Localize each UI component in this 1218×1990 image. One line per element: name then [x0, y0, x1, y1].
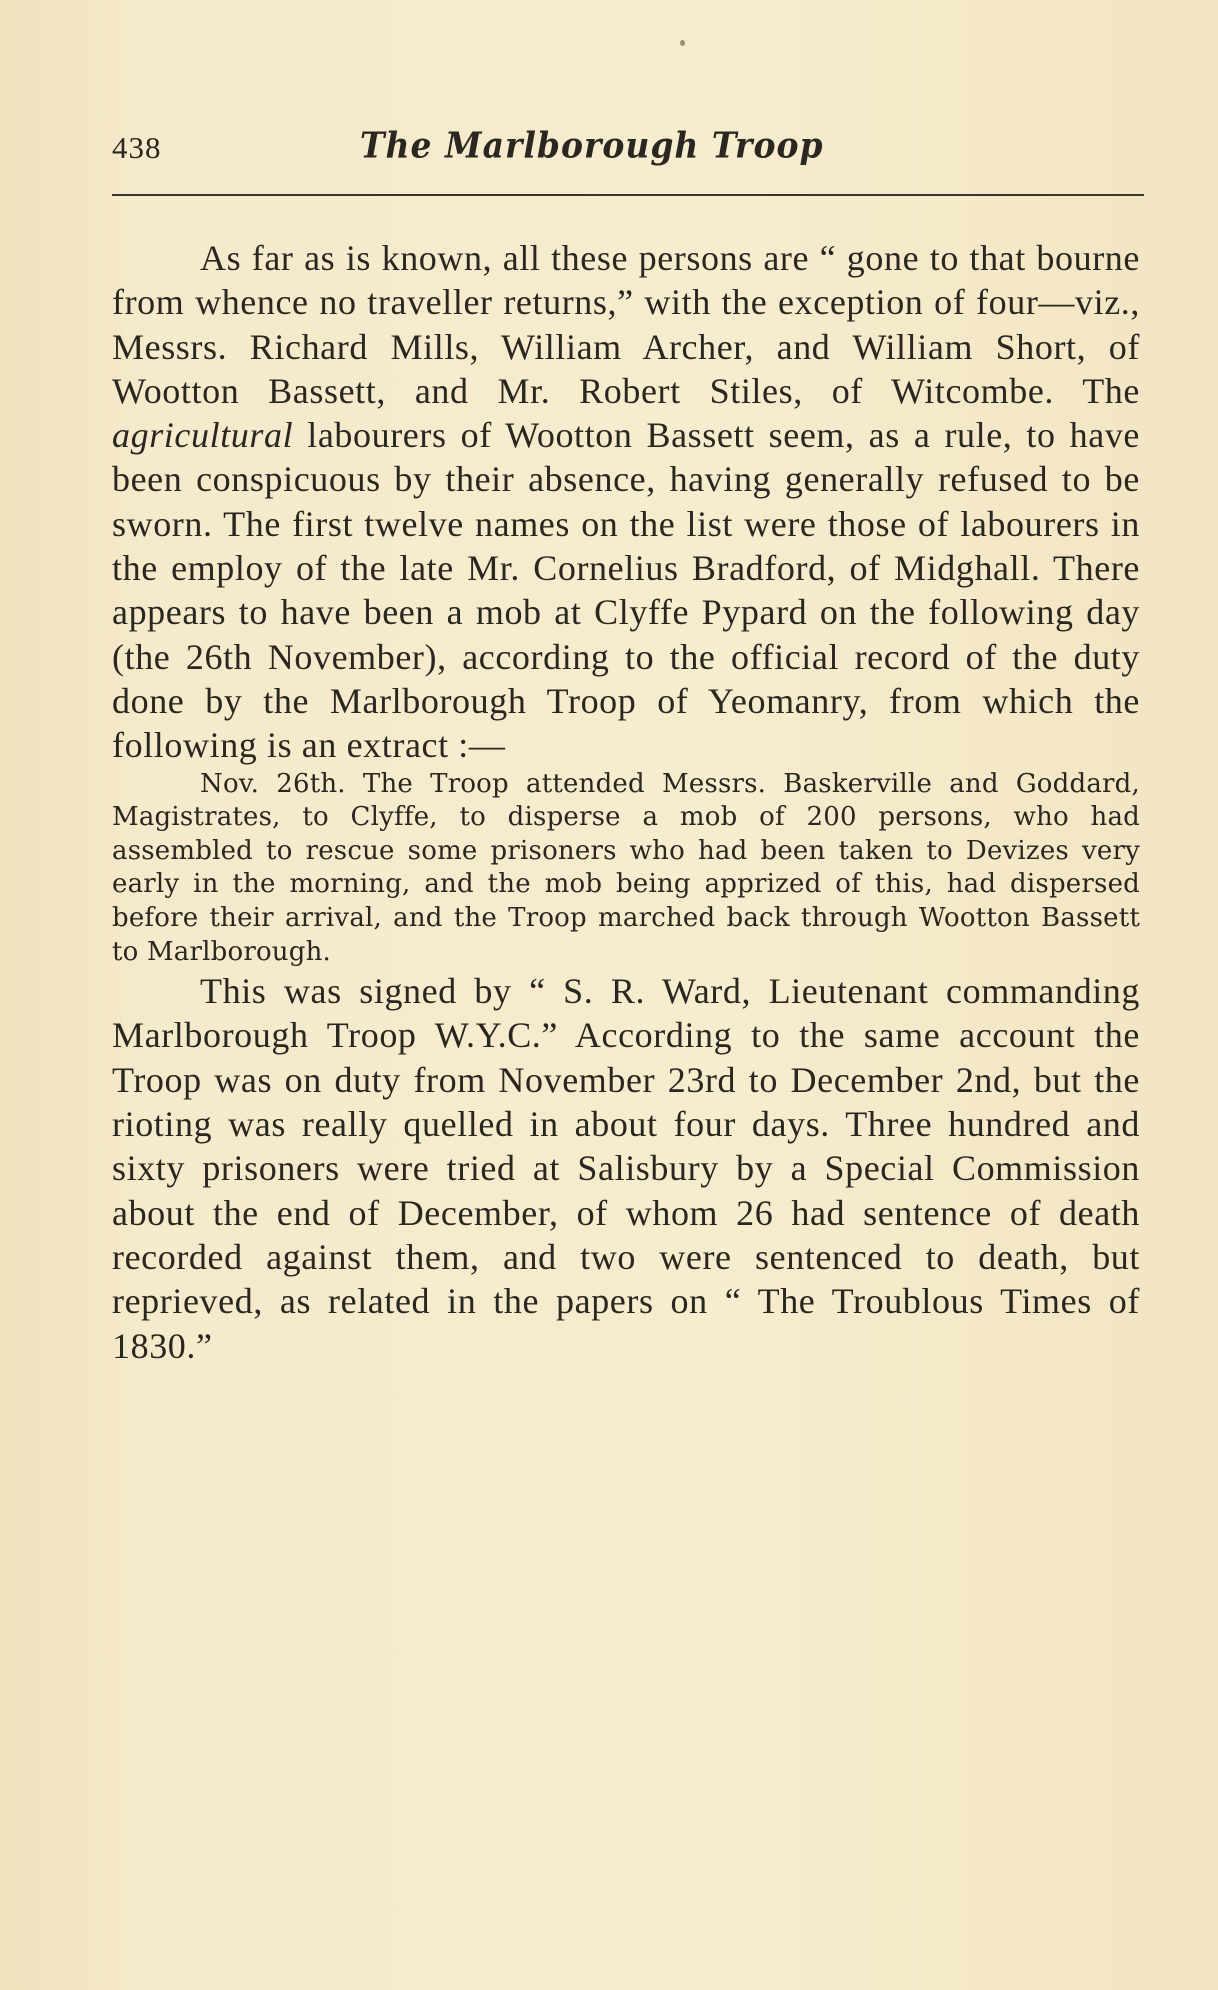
paragraph-2: This was signed by “ S. R. Ward, Lieutenant commanding Marlborough Troop W.Y.C.” According to the same account the Troop was on duty from November 23rd to December 2nd, but the rioting was really quelled in about four days. Three hundred and sixty prisoners were tried at Salisbury by a Special Commission about the end of December, of whom 26 had sentence of death recorded against them, and two were sentenced to death, but reprieved, as related in the papers on “ The Troublous Times of 1830.” [112, 971, 1140, 1366]
body-text [112, 236, 1140, 1368]
paragraph-1-rest: labourers of Wootton Bassett seem, as a rule, to have been conspicuous by their absence, having generally refused to be sworn. The first twelve names on the list were those of labourers in the employ of the late Mr. Cornelius Bradford, of Midghall. There appears to have been a mob at Clyffe Pypard on the following day (the 26th November), according to the official record of the duty done by the Marlborough Troop of Yeomanry, from which the following is an extract :— [112, 415, 1140, 766]
running-title: The Marlborough Troop [360, 124, 824, 167]
paragraph-1 [112, 236, 1140, 768]
header-rule [112, 194, 1144, 196]
paper-speck [680, 40, 685, 46]
paragraph-1-start: As far as is known, all these persons are “ gone to that bourne from whence no traveller returns,” with the exception of four—viz., Messrs. Richard Mills, William Archer, and William Short, of Wootton Bassett, and Mr. Robert Stiles, of Witcombe. The [112, 238, 1140, 411]
page-number: 438 [112, 130, 162, 165]
italic-word: agricultural [112, 415, 294, 456]
record-extract: Nov. 26th. The Troop attended Messrs. Baskerville and Goddard, Magistrates, to Clyffe, to disperse a mob of 200 persons, who had assembled to rescue some prisoners who had been taken to Devizes very early in the morning, and the mob being apprized of this, had dispersed before their arrival, and the Troop marched back through Wootton Bassett to Marlborough. [112, 768, 1140, 967]
page-header [112, 118, 1140, 168]
